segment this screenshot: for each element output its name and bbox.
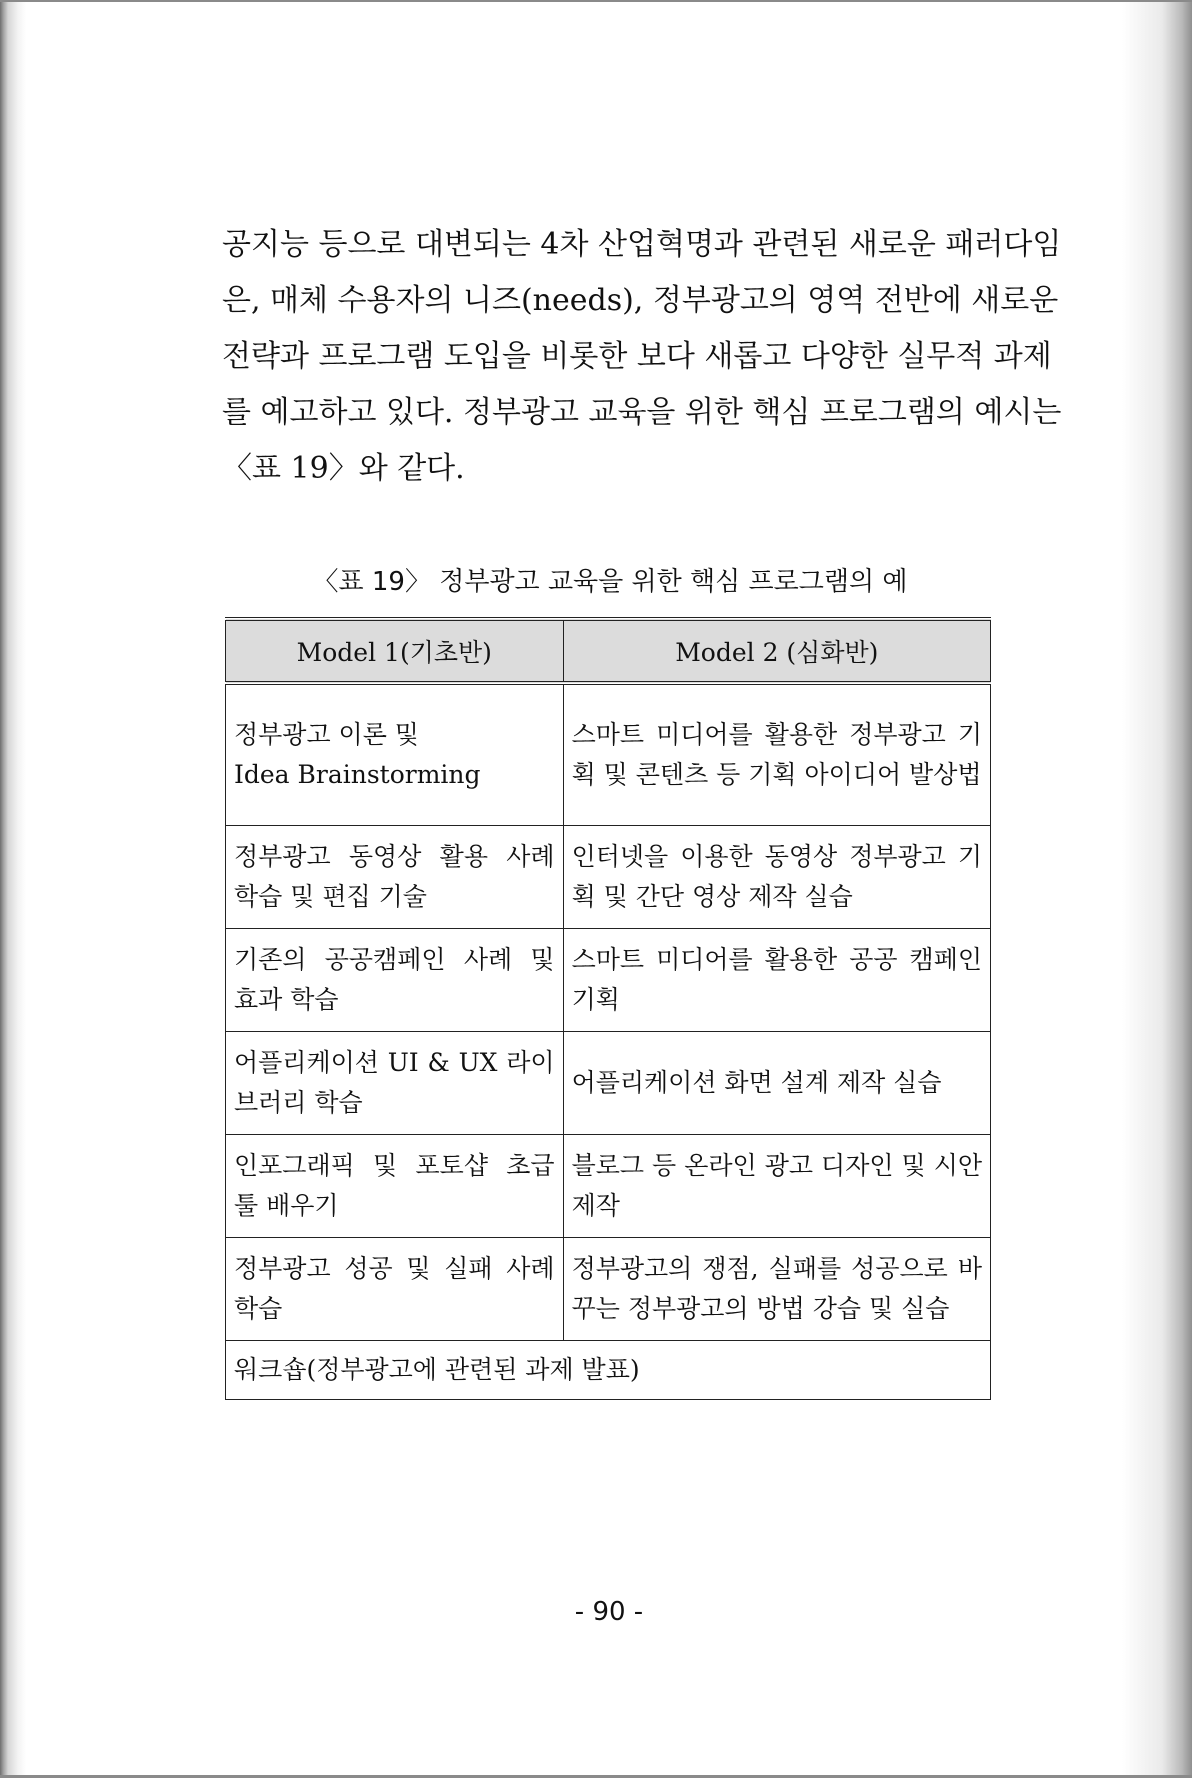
table-row — [226, 1238, 991, 1341]
table-cell-model-1: 정부광고 성공 및 실패 사례 학습 — [226, 1238, 564, 1341]
table-cell-model-2: 스마트 미디어를 활용한 정부광고 기획 및 콘텐츠 등 기획 아이디어 발상법 — [563, 683, 990, 826]
paragraph-line: 공지능 등으로 대변되는 4차 산업혁명과 관련된 새로운 패러다임 — [222, 227, 1062, 262]
program-table — [225, 617, 991, 1400]
workshop-cell: 워크숍(정부광고에 관련된 과제 발표) — [226, 1341, 991, 1400]
table-header-row — [226, 619, 991, 683]
header-model-1: Model 1(기초반) — [226, 619, 564, 683]
table-footer-row — [226, 1341, 991, 1400]
table-cell-model-1: 인포그래픽 및 포토샵 초급 툴 배우기 — [226, 1135, 564, 1238]
body-paragraph — [222, 217, 1062, 497]
paragraph-line: 〈표 19〉와 같다. — [222, 451, 465, 486]
table-cell-model-1: 정부광고 이론 및 Idea Brainstorming — [226, 683, 564, 826]
table-cell-model-2: 어플리케이션 화면 설계 제작 실습 — [563, 1032, 990, 1135]
table-row — [226, 1135, 991, 1238]
table-cell-model-1: 정부광고 동영상 활용 사례 학습 및 편집 기술 — [226, 826, 564, 929]
table-row — [226, 683, 991, 826]
page-number: - 90 - — [574, 1597, 644, 1627]
paragraph-line: 은, 매체 수용자의 니즈(needs), 정부광고의 영역 전반에 새로운 — [222, 283, 1059, 318]
paragraph-line: 를 예고하고 있다. 정부광고 교육을 위한 핵심 프로그램의 예시는 — [222, 395, 1062, 430]
table-cell-model-2: 스마트 미디어를 활용한 공공 캠페인 기획 — [563, 929, 990, 1032]
table-cell-model-2: 정부광고의 쟁점, 실패를 성공으로 바꾸는 정부광고의 방법 강습 및 실습 — [563, 1238, 990, 1341]
table-row — [226, 929, 991, 1032]
page-top-border — [0, 0, 1192, 2]
table-cell-model-2: 블로그 등 온라인 광고 디자인 및 시안 제작 — [563, 1135, 990, 1238]
table-cell-model-1: 어플리케이션 UI & UX 라이브러리 학습 — [226, 1032, 564, 1135]
table-row — [226, 826, 991, 929]
header-model-2: Model 2 (심화반) — [563, 619, 990, 683]
page-curl-shadow — [1122, 0, 1192, 1778]
table-row — [226, 1032, 991, 1135]
table-cell-model-1: 기존의 공공캠페인 사례 및 효과 학습 — [226, 929, 564, 1032]
table-caption: 〈표 19〉 정부광고 교육을 위한 핵심 프로그램의 예 — [312, 567, 908, 597]
paragraph-line: 전략과 프로그램 도입을 비롯한 보다 새롭고 다양한 실무적 과제 — [222, 339, 1052, 374]
table-cell-model-2: 인터넷을 이용한 동영상 정부광고 기획 및 간단 영상 제작 실습 — [563, 826, 990, 929]
page-binding-edge — [0, 0, 26, 1778]
